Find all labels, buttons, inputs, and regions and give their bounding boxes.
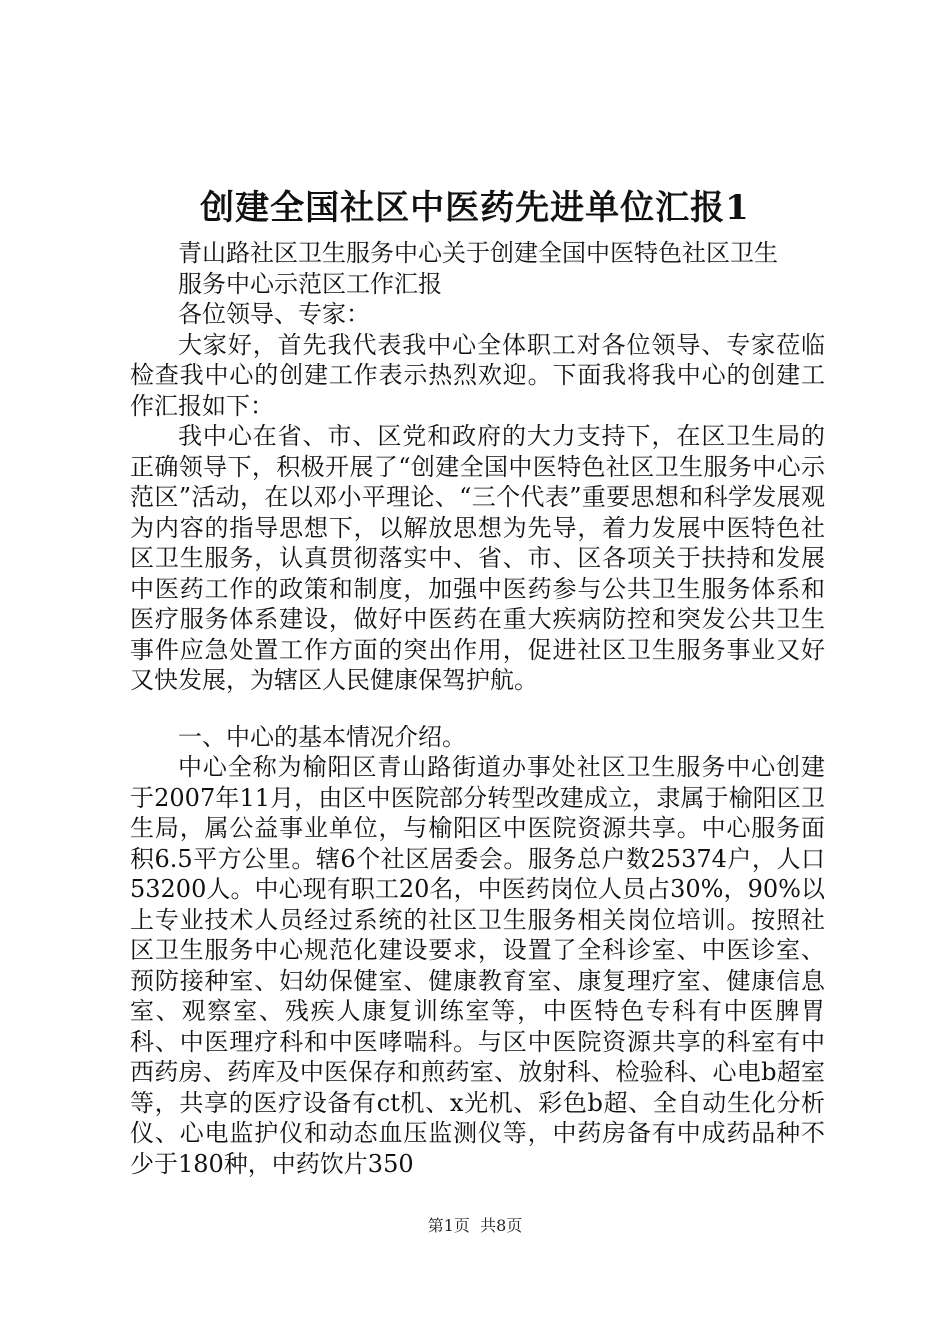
paragraph-background: 我中心在省、市、区党和政府的大力支持下，在区卫生局的正确领导下，积极开展了“创建全国中医特色社区卫生服务中心示范区”活动，在以邓小平理论、“三个代表”重要思想和科学发展观为内容的指导思想下，以解放思想为先导，着力发展中医特色社区卫生服务，认真贯彻落实中、省、市、区各项关于扶持和发展中医药工作的政策和制度，加强中医药参与公共卫生服务体系和医疗服务体系建设，做好中医药在重大疾病防控和突发公共卫生事件应急处置工作方面的突出作用，促进社区卫生服务事业又好又快发展，为辖区人民健康保驾护航。 bbox=[130, 422, 825, 694]
document-title: 创建全国社区中医药先进单位汇报1 bbox=[200, 188, 750, 228]
document-body bbox=[130, 238, 825, 1179]
subtitle-line-2: 服务中心示范区工作汇报 bbox=[178, 269, 442, 298]
page-number-footer: 第1页 共8页 bbox=[427, 1216, 523, 1235]
paragraph-welcome: 大家好，首先我代表我中心全体职工对各位领导、专家莅临检查我中心的创建工作表示热烈欢迎。下面我将我中心的创建工作汇报如下： bbox=[130, 330, 825, 420]
salutation: 各位领导、专家： bbox=[178, 300, 370, 328]
section-heading: 一、中心的基本情况介绍。 bbox=[178, 722, 466, 751]
paragraph-spacer bbox=[130, 696, 825, 722]
subtitle-line-1: 青山路社区卫生服务中心关于创建全国中医特色社区卫生 bbox=[178, 239, 778, 267]
section-paragraph: 中心全称为榆阳区青山路街道办事处社区卫生服务中心创建于2007年11月，由区中医院部分转型改建成立，隶属于榆阳区卫生局，属公益事业单位，与榆阳区中医院资源共享。中心服务面积6.5平方公里。辖6个社区居委会。服务总户数25374户，人口53200人。中心现有职工20名，中医药岗位人员占30%，90%以上专业技术人员经过系统的社区卫生服务相关岗位培训。按照社区卫生服务中心规范化建设要求，设置了全科诊室、中医诊室、预防接种室、妇幼保健室、健康教育室、康复理疗室、健康信息室、观察室、残疾人康复训练室等，中医特色专科有中医脾胃科、中医理疗科和中医哮喘科。与区中医院资源共享的科室有中西药房、药库及中医保存和煎药室、放射科、检验科、心电b超室等，共享的医疗设备有ct机、x光机、彩色b超、全自动生化分析仪、心电监护仪和动态血压监测仪等，中药房备有中成药品种不少于180种，中药饮片350 bbox=[130, 753, 825, 1178]
